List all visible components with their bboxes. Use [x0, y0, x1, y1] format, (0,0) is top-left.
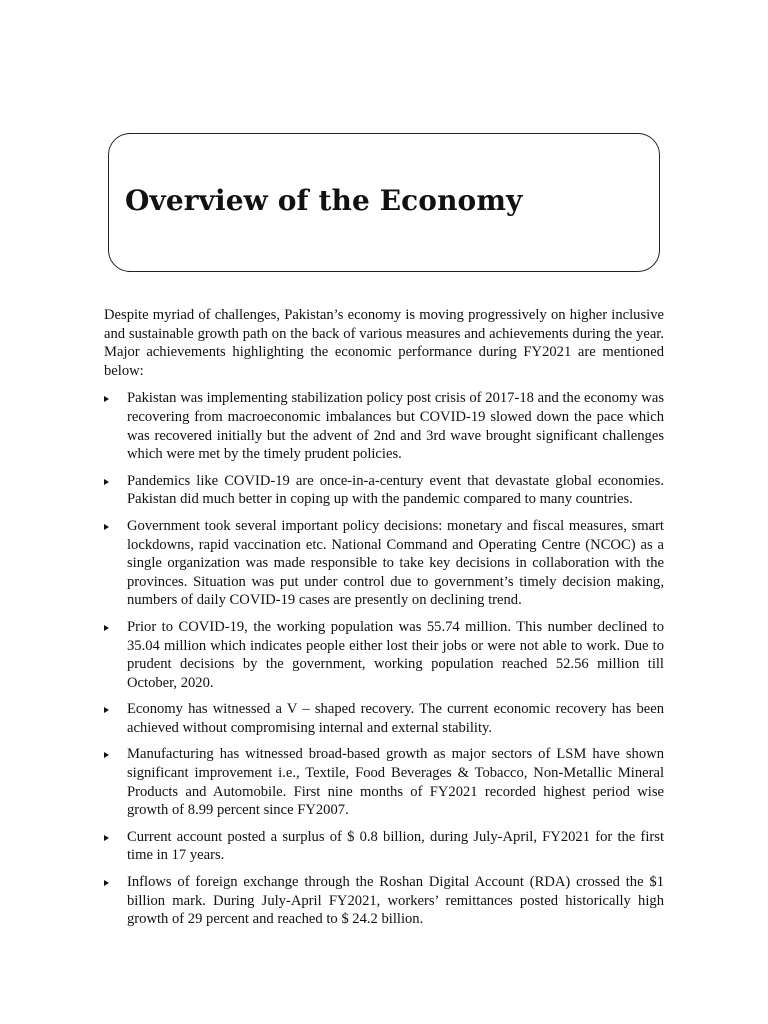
list-item [104, 472, 664, 509]
triangle-bullet-icon [104, 752, 109, 758]
triangle-bullet-icon [104, 707, 109, 713]
document-body [104, 306, 664, 937]
triangle-bullet-icon [104, 524, 109, 530]
list-item-text: Pandemics like COVID-19 are once-in-a-century event that devastate global economies. Pakistan did much better in coping up with the pandemic compared to many countries. [127, 472, 664, 508]
list-item [104, 700, 664, 737]
list-item [104, 828, 664, 865]
list-item-text: Manufacturing has witnessed broad-based growth as major sectors of LSM have shown significant improvement i.e., Textile, Food Beverages & Tobacco, Non-Metallic Mineral Products and Automobile. First nine months of FY2021 recorded highest period wise growth of 8.99 percent since FY2007. [127, 746, 664, 819]
triangle-bullet-icon [104, 880, 109, 886]
list-item [104, 618, 664, 692]
list-item-text: Economy has witnessed a V – shaped recovery. The current economic recovery has been achieved without compromising internal and external stability. [127, 701, 664, 736]
intro-paragraph: Despite myriad of challenges, Pakistan’s economy is moving progressively on higher inclusive and sustainable growth path on the back of various measures and achievements during the year. Major achievements highlighting the economic performance during FY2021 are mentioned below: [104, 307, 664, 379]
triangle-bullet-icon [104, 625, 109, 631]
page-title: Overview of the Economy [125, 184, 523, 217]
list-item-text: Prior to COVID-19, the working population was 55.74 million. This number declined to 35.04 million which indicates people either lost their jobs or were not able to work. Due to prudent decisions by the government, working population reached 52.56 million till October, 2020. [127, 618, 664, 691]
list-item [104, 745, 664, 819]
triangle-bullet-icon [104, 396, 109, 402]
list-item-text: Government took several important policy decisions: monetary and fiscal measures, smart lockdowns, rapid vaccination etc. National Command and Operating Centre (NCOC) as a single organization was made responsible to take key decisions in collaboration with the provinces. Situation was put under control due to government’s timely decision making, numbers of daily COVID-19 cases are presently on declining trend. [127, 517, 664, 609]
list-item [104, 517, 664, 610]
achievements-list [104, 389, 664, 928]
list-item-text: Current account posted a surplus of $ 0.8 billion, during July-April, FY2021 for the first time in 17 years. [127, 828, 664, 864]
title-box [108, 133, 660, 272]
list-item-text: Inflows of foreign exchange through the Roshan Digital Account (RDA) crossed the $1 billion mark. During July-April FY2021, workers’ remittances posted historically high growth of 29 percent and reached to $ 24.2 billion. [127, 874, 664, 928]
list-item [104, 873, 664, 929]
triangle-bullet-icon [104, 835, 109, 841]
list-item [104, 389, 664, 463]
triangle-bullet-icon [104, 479, 109, 485]
list-item-text: Pakistan was implementing stabilization policy post crisis of 2017-18 and the economy was recovering from macroeconomic imbalances but COVID-19 slowed down the pace which was recovered initially but the advent of 2nd and 3rd wave brought significant challenges which were met by the timely prudent policies. [127, 390, 664, 463]
